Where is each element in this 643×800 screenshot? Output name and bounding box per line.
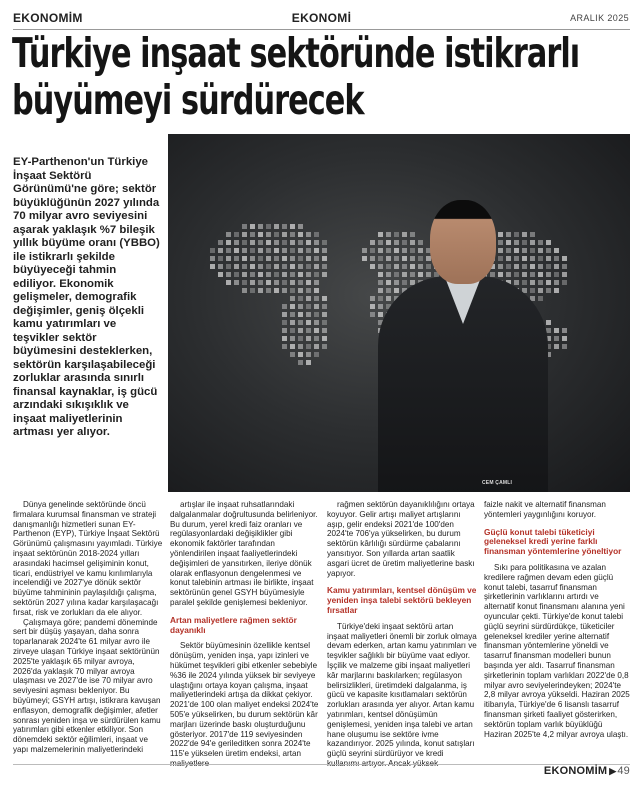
page-number: 49 — [617, 765, 630, 777]
section-label: EKONOMİM — [13, 11, 83, 25]
body-paragraph: Çalışmaya göre; pandemi döneminde sert bir düşüş yaşayan, daha sonra toparlanarak 2024'te 61 milyar avro ile zirveye ulaşan Türkiye inşaat sektörünün 2025'te yaklaşık 65 milyar avroya, 2026'da yaklaşık 70 milyar avroya ulaşması ve 2027'de ise 70 milyar avro seviyesini aşması bekleniyor. Bu büyümeyi; GSYH artışı, istikrara kavuşan enflasyon, demografik değişimler, afetler sonrası yeniden inşa ve sürdürülen kamu yatırımları gibi etkenler etkiliyor. Son dönemdeki sektör eğilimleri, inşaat ve yapı malzemelerinin maliyetlerindeki — [13, 617, 161, 754]
subheading: Güçlü konut talebi tüketiciyi geleneksel kredi yerine farklı finansman yöntemlerine yöneltiyor — [484, 526, 622, 557]
body-paragraph: faizle nakit ve alternatif finansman yöntemleri yaygınlığını koruyor. — [484, 500, 606, 519]
subheading: Artan maliyetlere rağmen sektör dayanıklı — [170, 614, 297, 635]
lead-paragraph: EY-Parthenon'un Türkiye İnşaat Sektörü Görünümü'ne göre; sektör büyüklüğünün 2027 yılında 70 milyar avro seviyesini aşarak yaklaşık %7 bileşik yıllık büyüme oranı (YBBO) ile istikrarlı şekilde büyüyeceği tahmin ediliyor. Ekonomik gelişmeler, demografik değişimler, geniş ölçekli kamu yatırımları ve teşvikler sektör büyümesini desteklerken, sektörün karşılaşabileceği zorluklar arasında sınırlı finansal kaynaklar, iş gücü arzındaki sıkışıklık ve inşaat maliyetlerinin artması yer alıyor. — [13, 156, 160, 438]
body-paragraph: Dünya genelinde sektöründe öncü firmalara kurumsal finansman ve strateji danışmanlığı hizmetleri sunan EY-Parthenon (EYP), Türkiye İnşaat Sektörü Görünümü çalışmasını yayımladı. Türkiye inşaat sektörünün 2018-2024 yılları arasındaki hacimsel gelişiminin konut, ticari, endüstriyel ve kamu kırılımlarıyla incelendiği ve 2027'ye dönük sektör büyüme tahmininin paylaşıldığı çalışma, sektörün 2027 yılına kadar karşılaşacağı fırsat, risk ve zorlukları da ele alıyor. — [13, 500, 163, 617]
body-paragraph: Sıkı para politikasına ve azalan kredilere rağmen devam eden güçlü konut talebi, tasarruf finansman şirketlerinin varlıklarını artırdı ve alternatif konut finansmanı alanına yeni oyuncular çekti. Türkiye'de konut talebi güçlü seyrini sürdürdükçe, tüketiciler geleneksel krediler yerine alternatif finansman yöntemlerine yöneldi ve tasarruf finansman modelleri bunun başında yer aldı. Tasarruf finansman şirketlerinin toplam varlıkları 2022'de 0,8 milyar avro seviyelerindeyken; 2024'te 2,8 milyar avroya yükseldi. Haziran 2025 itibarıyla, Türkiye'de 6 lisanslı tasarruf finansman şirketi faaliyet gösterirken, sektörün toplam varlık büyüklüğü Haziran 2025'te 4,2 milyar avroya ulaştı. — [484, 562, 630, 739]
subheading: Kamu yatırımları, kentsel dönüşüm ve yeniden inşa talebi sektörü bekleyen fırsatlar — [327, 585, 477, 615]
body-column-3 — [327, 500, 477, 769]
arrow-right-icon: ▶ — [609, 766, 617, 776]
body-column-2 — [170, 500, 320, 769]
headline-line-2: büyümeyi sürdürecek — [12, 76, 364, 124]
person-head — [430, 200, 496, 284]
photo-credit: CEM ÇAMLI — [482, 480, 513, 486]
body-column-4 — [484, 500, 630, 739]
body-paragraph: rağmen sektörün dayanıklılığını ortaya koyuyor. Gelir artışı maliyet artışlarını aşıp, gelir endeksi 2021'de 100'den 2024'te 706'ya yükselirken, bu durum sektörün kârlılığı sürdürme çabalarını yansıtıyor. Son yıllarda artan saatlik asgari ücret de üretim maliyetlerine baskı yapıyor. — [327, 500, 475, 578]
footer-section: EKONOMİM — [543, 765, 608, 777]
issue-date: ARALIK 2025 — [570, 13, 629, 23]
portrait-photo — [168, 134, 630, 492]
page-footer — [544, 765, 630, 777]
footer-divider — [13, 764, 630, 765]
body-paragraph: Türkiye'deki inşaat sektörü artan inşaat maliyetleri önemli bir zorluk olmaya devam ederken, artan kamu yatırımları ve teşvikler sağlıklı bir büyüme vaat ediyor. İşçilik ve malzeme gibi inşaat maliyetleri kâr marjlarını baskılarken; regülasyon belirsizlikleri, üretimdeki dalgalanma, iş gücü ve kapasite kısıtlamaları sektörün zorlukları arasında yer alıyor. Artan kamu yatırımları, kentsel dönüşümün genişlemesi, yeniden inşa talebi ve artan hane oluşumu ise sektöre ivme kazandırıyor. 2025 yılında, konut satışları güçlü seyrini sürdürüyor ve kredi kullanımı artıyor. Ancak yüksek — [327, 621, 477, 768]
headline — [12, 29, 580, 124]
body-paragraph: Sektör büyümesinin özellikle kentsel dönüşüm, yeniden inşa, yapı izinleri ve hükümet teşvikleri gibi etkenler sebebiyle %36 ile 2024 yılında yüksek bir seviyeye ulaştığını ortaya koyan çalışma, inşaat maliyetlerindeki artışa da dikkat çekiyor. 2021'de 100 olan maliyet endeksi 2024'te 505'e yükselirken, bu durum sektörün kâr marjları üzerinde baskı oluşturduğunu gösteriyor. 2017'de 119 seviyesinden 2022'de 94'e gerileditken sonra 2024'te 115'e yükselen üretim endeksi, artan maliyetlere — [170, 641, 319, 768]
category-label: EKONOMİ — [291, 11, 352, 25]
body-paragraph: artışlar ile inşaat ruhsatlarındaki dalgalanmalar doğrultusunda belirleniyor. Bu durum, yerel kredi faiz oranları ve regülasyonlardaki değişiklikler gibi ekonomik faktörler tarafından yönlendirilen inşaat faaliyetlerindeki değişimleri de yansıtırken, ileriye dönük olarak enflasyonun dengelenmesi ve konut talebinin artması ile birlikte, inşaat sektörünün genel GSYH büyümesiyle paralel şekilde genişlemesi bekleniyor. — [170, 500, 318, 607]
headline-line-1: Türkiye inşaat sektöründe istikrarlı — [12, 29, 580, 77]
body-column-1 — [13, 500, 163, 755]
